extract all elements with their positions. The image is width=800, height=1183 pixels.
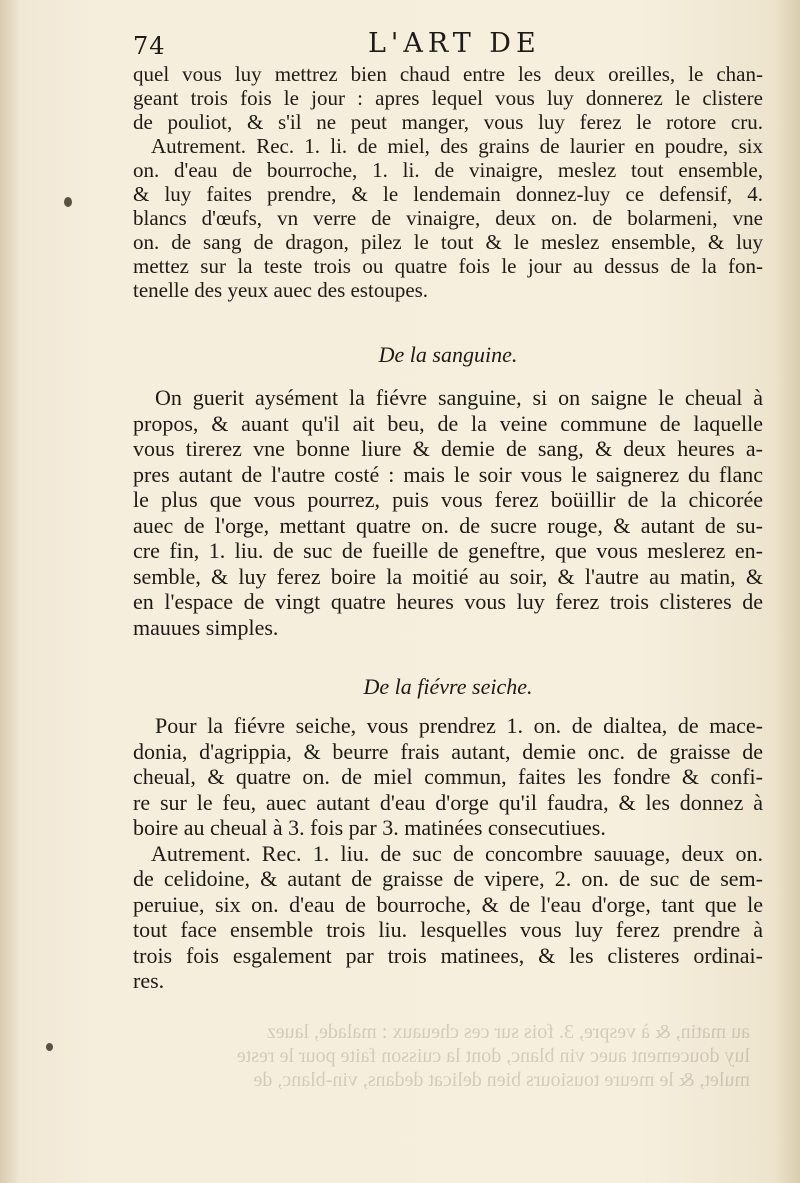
text-line: & luy faites prendre, & le lendemain donnez-luy ce defensif, 4. (133, 182, 763, 206)
bleed-line: mulet, & le meure tousiours bien delicat dedans, vin-blanc, de (253, 1069, 750, 1091)
text-line: cre fin, 1. liu. de suc de fueille de geneftre, que vous meslerez en- (133, 538, 763, 563)
text-line: propos, & auant qu'il ait beu, de la veine commune de laquelle (133, 410, 763, 436)
text-line: res. (133, 968, 165, 993)
text-line: cheual, & quatre on. de miel commun, faites les fondre & confi- (133, 764, 763, 789)
text-line: On guerit aysément la fiévre sanguine, si on saigne le cheual à (155, 385, 763, 410)
bleed-line: au matin, & à vespre, 3. fois sur ces cheuaux : malade, lauez (266, 1021, 750, 1043)
text-line: en l'espace de vingt quatre heures vous luy ferez trois clisteres de (133, 589, 763, 614)
text-line: on. de sang de dragon, pilez le tout & le meslez ensemble, & luy (133, 230, 763, 254)
text-line: semble, & luy ferez boire la moitié au soir, & l'autre au matin, & (133, 563, 763, 589)
text-line: quel vous luy mettrez bien chaud entre les deux oreilles, le chan- (133, 62, 763, 86)
paragraph-sanguine (133, 385, 763, 640)
text-line: Autrement. Rec. 1. liu. de suc de concombre sauuage, deux on. (151, 840, 763, 866)
text-line: boire au cheual à 3. fois par 3. matinées consecutiues. (133, 815, 606, 840)
text-line: le plus que vous pourrez, puis vous ferez boüillir de la chicorée (133, 487, 763, 512)
page-edge-shadow (774, 0, 800, 1183)
text-line: vous tirerez vne bonne liure & demie de sang, & deux heures a- (133, 436, 763, 461)
text-line: mettez sur la teste trois ou quatre fois le jour au dessus de la fon- (133, 254, 763, 278)
text-line: pres autant de l'autre costé : mais le soir vous le saignerez du flanc (133, 461, 763, 487)
page-gutter-shadow (0, 0, 20, 1183)
paragraph-continued (133, 62, 763, 302)
text-line: peruiue, six on. d'eau de bourroche, & de l'eau d'orge, tant que le (133, 891, 763, 917)
bleed-line: luy doucement auec vin blanc, dont la cuisson faite pour le reste (236, 1045, 750, 1067)
text-line: tenelle des yeux auec des estoupes. (133, 278, 429, 302)
text-line: auec de l'orge, mettant quatre on. de sucre rouge, & autant de su- (133, 512, 763, 538)
text-line: Pour la fiévre seiche, vous prendrez 1. on. de dialtea, de mace- (155, 713, 763, 738)
paragraph-fievre-seiche (133, 713, 763, 994)
text-line: tout face ensemble trois liu. lesquelles vous luy ferez prendre à (133, 917, 763, 942)
section-heading: De la sanguine. (378, 342, 518, 367)
ink-blot (46, 1043, 53, 1051)
text-line: on. d'eau de bourroche, 1. li. de vinaigre, meslez tout ensemble, (133, 158, 763, 182)
text-line: trois fois esgalement par trois matinees, & les clisteres ordinai- (133, 942, 763, 968)
page-number: 74 (133, 32, 166, 60)
page-header (133, 26, 763, 60)
text-line: donia, d'agrippia, & beurre frais autant, demie onc. de graisse de (133, 738, 763, 764)
text-line: mauues simples. (133, 614, 279, 640)
bleed-through-text (100, 1020, 750, 1110)
text-line: Autrement. Rec. 1. li. de miel, des grains de laurier en poudre, six (151, 134, 763, 158)
section-heading: De la fiévre seiche. (363, 674, 533, 699)
running-head: L'ART DE (368, 28, 541, 59)
text-line: de pouliot, & s'il ne peut manger, vous luy ferez le rotore cru. (133, 110, 763, 134)
text-line: geant trois fois le jour : apres lequel vous luy donnerez le clistere (133, 86, 763, 110)
text-line: re sur le feu, auec autant d'eau d'orge qu'il faudra, & les donnez à (133, 789, 763, 815)
text-line: de celidoine, & autant de graisse de vipere, 2. on. de suc de sem- (133, 866, 763, 891)
text-line: blancs d'œufs, vn verre de vinaigre, deux on. de bolarmeni, vne (133, 206, 763, 230)
ink-blot (64, 197, 72, 207)
